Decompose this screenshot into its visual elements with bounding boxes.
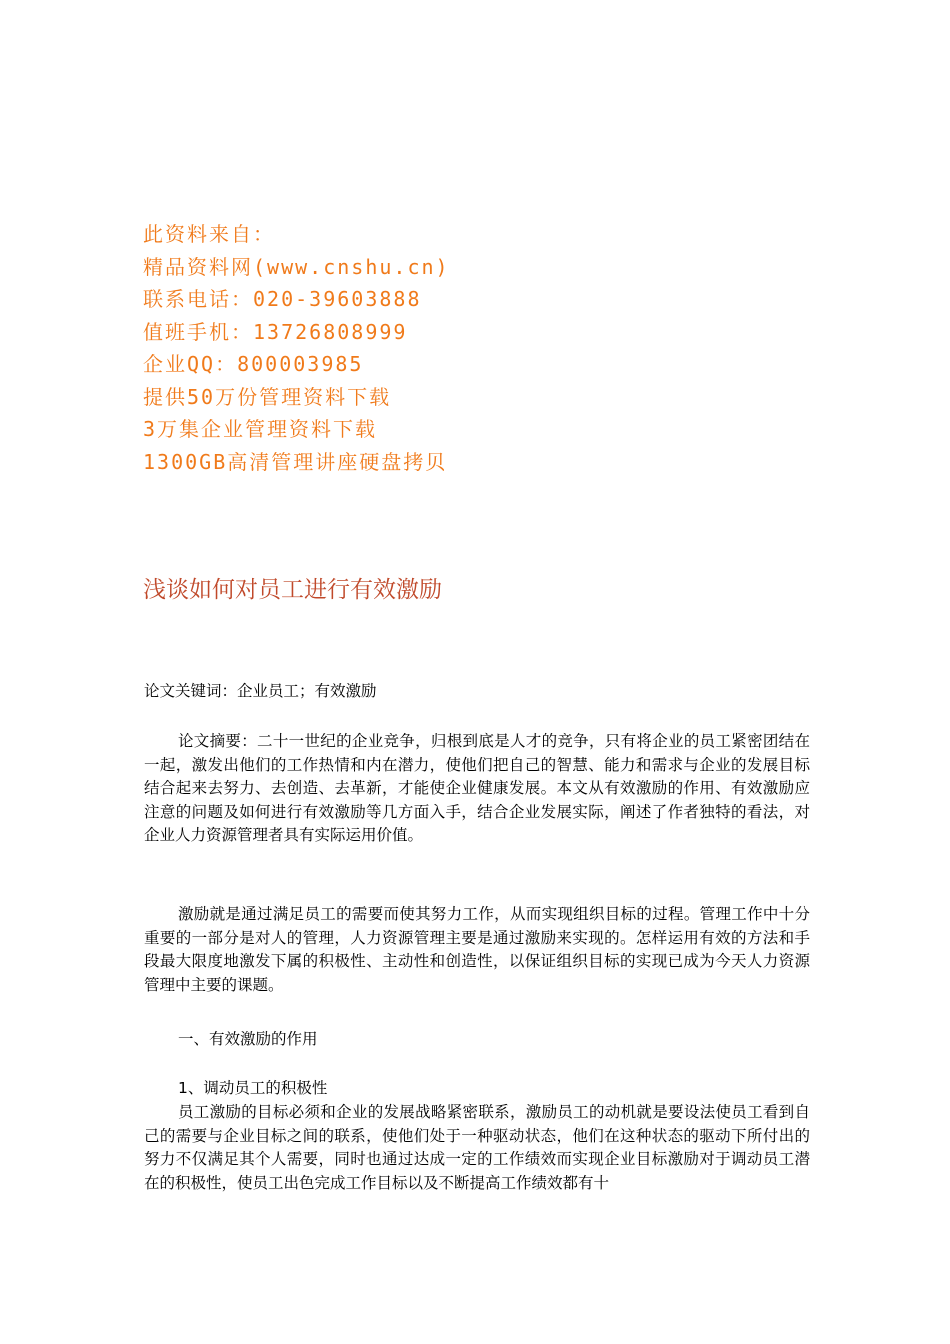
- subsection-paragraph: 员工激励的目标必须和企业的发展战略紧密联系，激励员工的动机就是要设法使员工看到自己的需要与企业目标之间的联系，使他们处于一种驱动状态，他们在这种状态的驱动下所付出的努力不仅满足其个人需要，同时也通过达成一定的工作绩效而实现企业目标激励对于调动员工潜在的积极性，使员工出色完成工作目标以及不断提高工作绩效都有十: [144, 1103, 810, 1192]
- article-abstract: 论文摘要：二十一世纪的企业竞争，归根到底是人才的竞争，只有将企业的员工紧密团结在一起，激发出他们的工作热情和内在潜力，使他们把自己的智慧、能力和需求与企业的发展目标结合起来去努力、去创造、去革新，才能使企业健康发展。本文从有效激励的作用、有效激励应注意的问题及如何进行有效激励等几方面入手，结合企业发展实际，阐述了作者独特的看法，对企业人力资源管理者具有实际运用价值。: [144, 732, 810, 845]
- promo-mobile-line: 值班手机：13726808999: [143, 319, 408, 344]
- article-keywords: 论文关键词：企业员工；有效激励: [144, 682, 377, 700]
- promo-offer-line-2: 3万集企业管理资料下载: [143, 417, 378, 441]
- subsection-number: 1: [178, 1079, 188, 1097]
- promo-qq-line: 企业QQ：800003985: [143, 352, 364, 376]
- subsection-title: 、调动员工的积极性: [187, 1079, 328, 1097]
- section-heading: 一、有效激励的作用: [178, 1030, 318, 1048]
- article-title: 浅谈如何对员工进行有效激励: [143, 577, 442, 603]
- subsection-heading: [144, 1077, 810, 1101]
- promo-block: [143, 218, 743, 478]
- promo-source-line: 此资料来自：: [143, 222, 275, 246]
- intro-paragraph: 激励就是通过满足员工的需要而使其努力工作，从而实现组织目标的过程。管理工作中十分重要的一部分是对人的管理，人力资源管理主要是通过激励来实现的。怎样运用有效的方法和手段最大限度地激发下属的积极性、主动性和创造性，以保证组织目标的实现已成为今天人力资源管理中主要的课题。: [144, 905, 810, 994]
- promo-phone-line: 联系电话：020-39603888: [143, 287, 422, 311]
- promo-website-line: 精品资料网(www.cnshu.cn): [143, 254, 450, 279]
- promo-offer-line-3: 1300GB高清管理讲座硬盘拷贝: [143, 449, 448, 474]
- promo-offer-line-1: 提供50万份管理资料下载: [143, 384, 392, 409]
